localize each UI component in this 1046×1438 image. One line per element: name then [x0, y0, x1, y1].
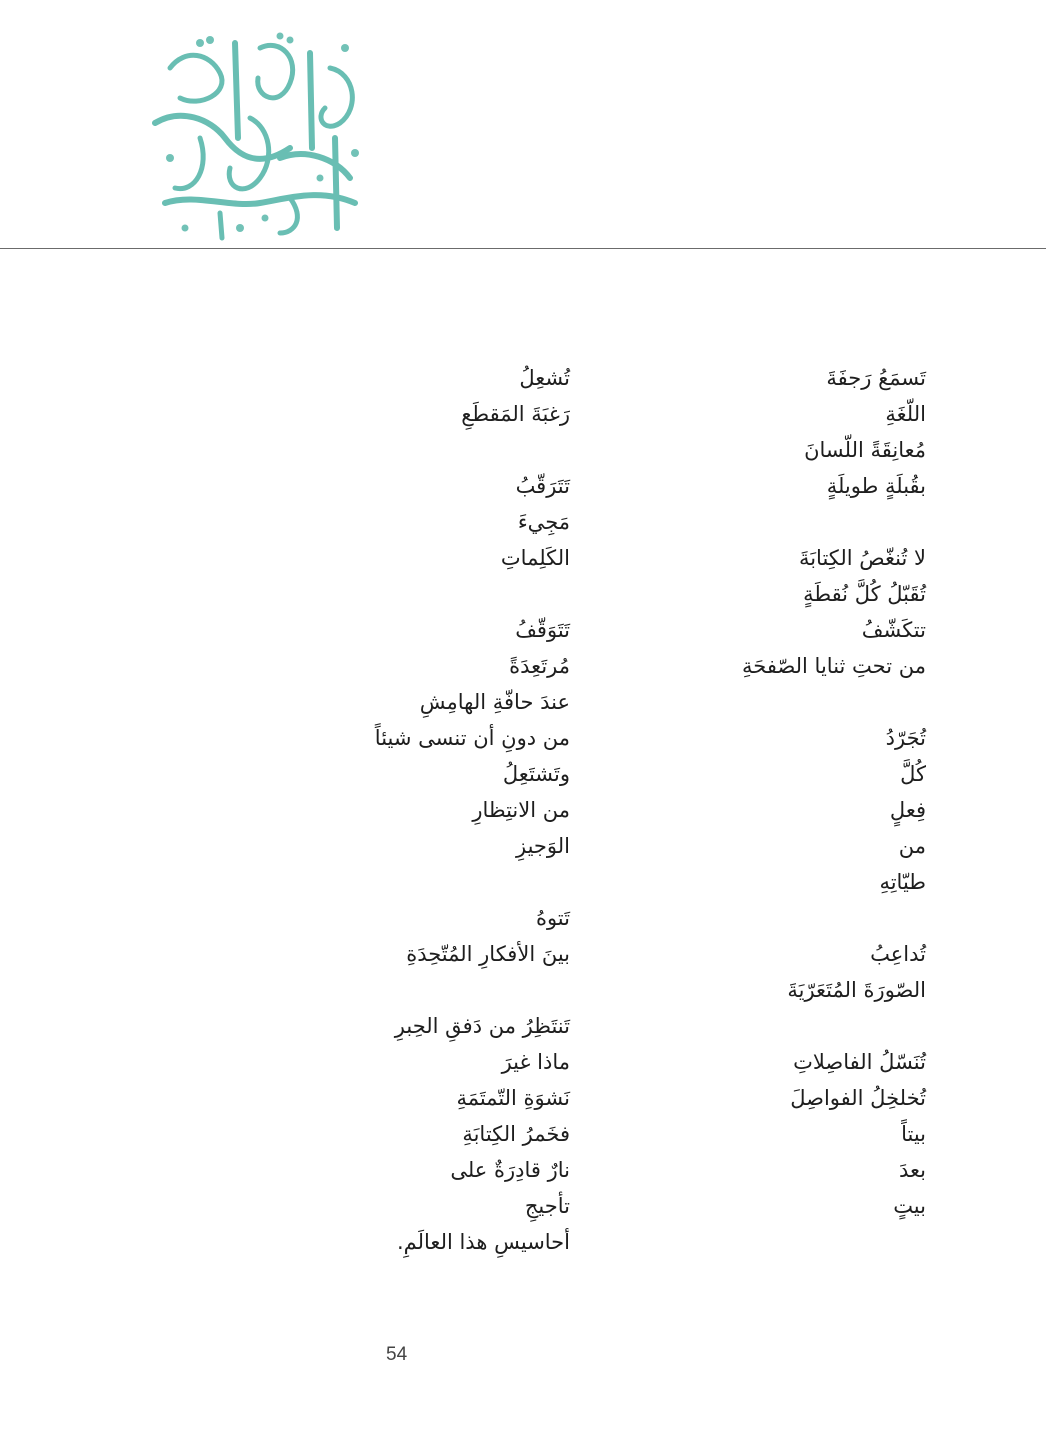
verse-line: من [898, 834, 926, 858]
verse-line: تُشعِلُ [519, 366, 570, 390]
verse-line: تُنَسّلُ الفاصِلاتِ [793, 1050, 926, 1074]
stanza [270, 900, 570, 972]
verse-line: مَجِيءَ [517, 510, 570, 534]
verse-line: تَتَوَقّفُ [515, 618, 570, 642]
verse-line: من تحتِ ثنايا الصّفحَةِ [742, 654, 926, 678]
verse-line: طيّاتِهِ [879, 870, 926, 894]
verse-line: نارٌ قادِرَةٌ على [450, 1158, 570, 1182]
verse-line: لا تُنغّصُ الكِتابَةَ [798, 546, 926, 570]
verse-line: تُجَرّدُ [885, 726, 926, 750]
verse-line: عندَ حافّةِ الهامِشِ [419, 690, 570, 714]
verse-line: تُخلخِلُ الفواصِلَ [790, 1086, 926, 1110]
verse-line: نَشوَةِ التّمتَمَةِ [456, 1086, 570, 1110]
verse-line: تُقَبّلُ كُلَّ نُقطَةٍ [803, 582, 926, 606]
stanza [270, 612, 570, 864]
stanza [270, 468, 570, 576]
stanza [596, 540, 926, 684]
verse-line: أحاسيسِ هذا العالَمِ. [396, 1230, 570, 1254]
page-number: 54 [386, 1344, 408, 1365]
verse-line: اللّغَةِ [885, 402, 926, 426]
verse-line: بينَ الأفكارِ المُتّحِدَةِ [406, 942, 570, 966]
poem-right-column [596, 360, 926, 1224]
calligraphy-title-icon [140, 28, 370, 243]
stanza [596, 360, 926, 504]
verse-line: الصّورَةَ المُتَعَرّيَةَ [787, 978, 926, 1002]
verse-line: فِعلٍ [889, 798, 926, 822]
verse-line: تُداعِبُ [870, 942, 926, 966]
verse-line: تَنتَظِرُ من دَفقِ الحِبرِ [394, 1014, 570, 1038]
verse-line: بعدَ [899, 1158, 926, 1182]
verse-line: تأجيجِ [524, 1194, 570, 1218]
verse-line: مُعانِقَةً اللّسانَ [804, 438, 926, 462]
verse-line: كُلَّ [900, 762, 926, 786]
verse-line: تَتَرَقّبُ [515, 474, 570, 498]
verse-line: من دونِ أن تنسى شيئاً [374, 726, 570, 750]
poem-left-column [270, 360, 570, 1260]
verse-line: الوَجيزِ [516, 834, 570, 858]
header-divider [0, 248, 1046, 249]
verse-line: تَتوهُ [535, 906, 570, 930]
verse-line: فخَمرُ الكِتابَةِ [462, 1122, 570, 1146]
stanza [270, 1008, 570, 1260]
verse-line: بيتاً [901, 1122, 926, 1146]
stanza [270, 360, 570, 432]
verse-line: تتكَشّفُ [861, 618, 926, 642]
verse-line: الكَلِماتِ [500, 546, 570, 570]
verse-line: بقُبلَةٍ طويلَةٍ [826, 474, 926, 498]
stanza [596, 720, 926, 900]
verse-line: رَغبَةَ المَقطَعِ [461, 402, 570, 426]
verse-line: من الانتِظارِ [472, 798, 570, 822]
stanza [596, 936, 926, 1008]
verse-line: بيتٍ [893, 1194, 926, 1218]
verse-line: مُرتَعِدَةً [509, 654, 570, 678]
verse-line: ماذا غيرَ [501, 1050, 570, 1074]
verse-line: وتَشتَعِلُ [502, 762, 570, 786]
verse-line: تَسمَعُ رَجفَةَ [826, 366, 926, 390]
stanza [596, 1044, 926, 1224]
